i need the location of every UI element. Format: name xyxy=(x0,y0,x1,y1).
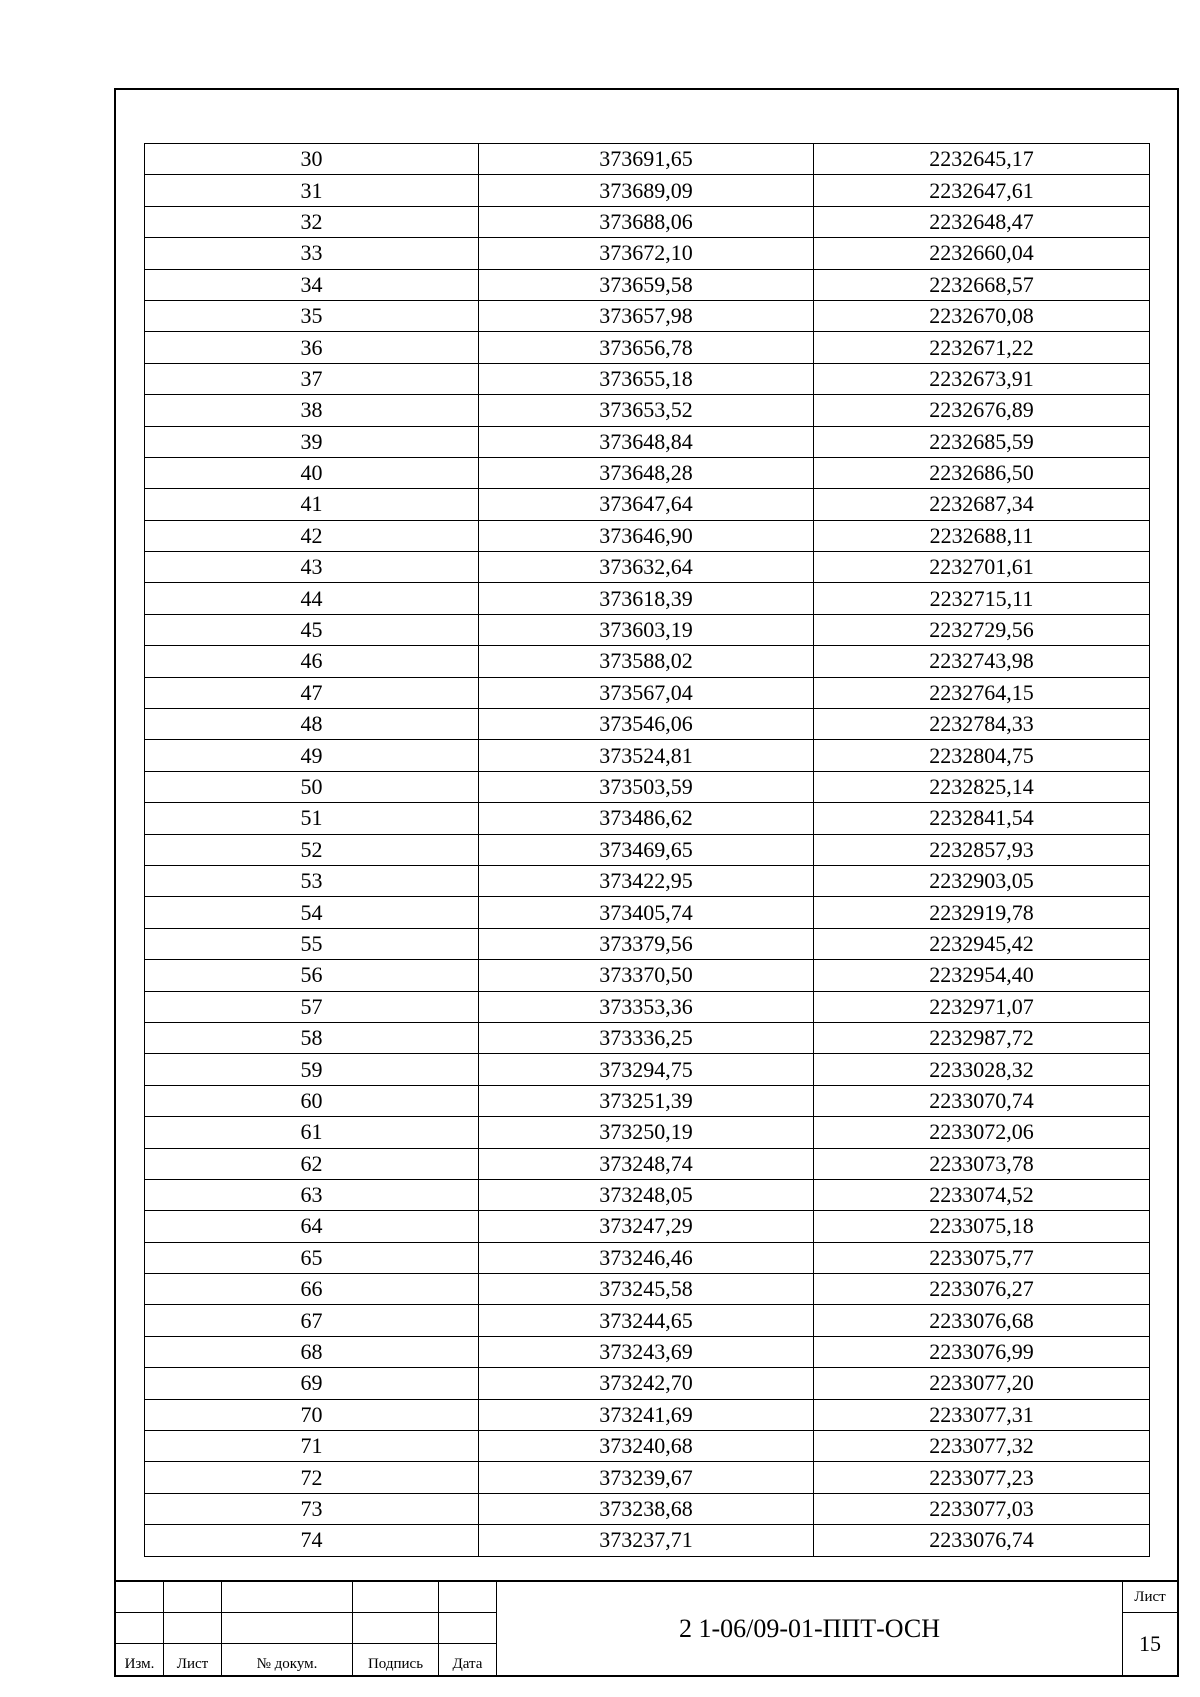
point-number-cell: 64 xyxy=(145,1211,479,1242)
coordinates-table-body xyxy=(145,144,1150,1557)
y-coordinate-cell: 2232804,75 xyxy=(814,740,1150,771)
point-number-cell: 39 xyxy=(145,426,479,457)
y-coordinate-cell: 2233076,74 xyxy=(814,1525,1150,1556)
point-number-cell: 37 xyxy=(145,363,479,394)
table-row xyxy=(145,991,1150,1022)
x-coordinate-cell: 373242,70 xyxy=(479,1368,814,1399)
table-row xyxy=(145,1431,1150,1462)
y-coordinate-cell: 2233076,68 xyxy=(814,1305,1150,1336)
table-row xyxy=(145,614,1150,645)
x-coordinate-cell: 373248,74 xyxy=(479,1148,814,1179)
y-coordinate-cell: 2233074,52 xyxy=(814,1179,1150,1210)
point-number-cell: 65 xyxy=(145,1242,479,1273)
y-coordinate-cell: 2233077,32 xyxy=(814,1431,1150,1462)
stamp-label-change: Изм. xyxy=(116,1644,164,1675)
revision-cell xyxy=(353,1613,439,1644)
point-number-cell: 69 xyxy=(145,1368,479,1399)
y-coordinate-cell: 2233075,77 xyxy=(814,1242,1150,1273)
point-number-cell: 60 xyxy=(145,1085,479,1116)
y-coordinate-cell: 2232670,08 xyxy=(814,300,1150,331)
point-number-cell: 50 xyxy=(145,771,479,802)
table-row xyxy=(145,1117,1150,1148)
table-row xyxy=(145,1399,1150,1430)
point-number-cell: 46 xyxy=(145,646,479,677)
revision-cell xyxy=(116,1582,164,1613)
y-coordinate-cell: 2232676,89 xyxy=(814,395,1150,426)
point-number-cell: 73 xyxy=(145,1493,479,1524)
point-number-cell: 52 xyxy=(145,834,479,865)
stamp-label-signature: Подпись xyxy=(353,1644,439,1675)
y-coordinate-cell: 2232825,14 xyxy=(814,771,1150,802)
table-row xyxy=(145,457,1150,488)
y-coordinate-cell: 2233070,74 xyxy=(814,1085,1150,1116)
table-row xyxy=(145,1054,1150,1085)
point-number-cell: 74 xyxy=(145,1525,479,1556)
table-row xyxy=(145,300,1150,331)
table-row xyxy=(145,1211,1150,1242)
y-coordinate-cell: 2233076,27 xyxy=(814,1274,1150,1305)
y-coordinate-cell: 2232919,78 xyxy=(814,897,1150,928)
point-number-cell: 42 xyxy=(145,520,479,551)
y-coordinate-cell: 2233028,32 xyxy=(814,1054,1150,1085)
point-number-cell: 71 xyxy=(145,1431,479,1462)
revision-cell xyxy=(116,1613,164,1644)
y-coordinate-cell: 2232685,59 xyxy=(814,426,1150,457)
table-row xyxy=(145,677,1150,708)
stamp-label-sheet: Лист xyxy=(164,1644,222,1675)
point-number-cell: 53 xyxy=(145,865,479,896)
table-row xyxy=(145,1022,1150,1053)
table-row xyxy=(145,646,1150,677)
y-coordinate-cell: 2232764,15 xyxy=(814,677,1150,708)
point-number-cell: 48 xyxy=(145,709,479,740)
x-coordinate-cell: 373246,46 xyxy=(479,1242,814,1273)
point-number-cell: 49 xyxy=(145,740,479,771)
point-number-cell: 45 xyxy=(145,614,479,645)
point-number-cell: 66 xyxy=(145,1274,479,1305)
point-number-cell: 41 xyxy=(145,489,479,520)
table-row xyxy=(145,1336,1150,1367)
revision-cell xyxy=(439,1582,497,1613)
x-coordinate-cell: 373659,58 xyxy=(479,269,814,300)
y-coordinate-cell: 2232647,61 xyxy=(814,175,1150,206)
revision-grid xyxy=(116,1582,497,1675)
x-coordinate-cell: 373648,28 xyxy=(479,457,814,488)
table-row xyxy=(145,175,1150,206)
revision-cell xyxy=(222,1613,353,1644)
x-coordinate-cell: 373405,74 xyxy=(479,897,814,928)
table-row xyxy=(145,363,1150,394)
y-coordinate-cell: 2232660,04 xyxy=(814,238,1150,269)
point-number-cell: 40 xyxy=(145,457,479,488)
table-row xyxy=(145,1148,1150,1179)
x-coordinate-cell: 373248,05 xyxy=(479,1179,814,1210)
y-coordinate-cell: 2232668,57 xyxy=(814,269,1150,300)
x-coordinate-cell: 373524,81 xyxy=(479,740,814,771)
table-row xyxy=(145,520,1150,551)
y-coordinate-cell: 2233075,18 xyxy=(814,1211,1150,1242)
table-row xyxy=(145,552,1150,583)
point-number-cell: 47 xyxy=(145,677,479,708)
table-row xyxy=(145,1525,1150,1556)
table-row xyxy=(145,238,1150,269)
y-coordinate-cell: 2232645,17 xyxy=(814,144,1150,175)
table-row xyxy=(145,897,1150,928)
table-row xyxy=(145,1242,1150,1273)
y-coordinate-cell: 2232945,42 xyxy=(814,928,1150,959)
y-coordinate-cell: 2233077,31 xyxy=(814,1399,1150,1430)
point-number-cell: 30 xyxy=(145,144,479,175)
table-row xyxy=(145,1085,1150,1116)
table-row xyxy=(145,1493,1150,1524)
point-number-cell: 43 xyxy=(145,552,479,583)
x-coordinate-cell: 373503,59 xyxy=(479,771,814,802)
point-number-cell: 56 xyxy=(145,960,479,991)
x-coordinate-cell: 373653,52 xyxy=(479,395,814,426)
stamp-label-date: Дата xyxy=(439,1644,497,1675)
x-coordinate-cell: 373244,65 xyxy=(479,1305,814,1336)
table-row xyxy=(145,928,1150,959)
document-code: 2 1-06/09-01-ППТ-ОСН xyxy=(497,1582,1123,1675)
y-coordinate-cell: 2233072,06 xyxy=(814,1117,1150,1148)
y-coordinate-cell: 2232784,33 xyxy=(814,709,1150,740)
x-coordinate-cell: 373655,18 xyxy=(479,363,814,394)
x-coordinate-cell: 373379,56 xyxy=(479,928,814,959)
point-number-cell: 35 xyxy=(145,300,479,331)
coordinates-table xyxy=(144,143,1150,1557)
y-coordinate-cell: 2233077,23 xyxy=(814,1462,1150,1493)
x-coordinate-cell: 373250,19 xyxy=(479,1117,814,1148)
point-number-cell: 51 xyxy=(145,803,479,834)
point-number-cell: 57 xyxy=(145,991,479,1022)
x-coordinate-cell: 373240,68 xyxy=(479,1431,814,1462)
x-coordinate-cell: 373294,75 xyxy=(479,1054,814,1085)
x-coordinate-cell: 373238,68 xyxy=(479,1493,814,1524)
table-row xyxy=(145,269,1150,300)
x-coordinate-cell: 373689,09 xyxy=(479,175,814,206)
point-number-cell: 68 xyxy=(145,1336,479,1367)
y-coordinate-cell: 2232671,22 xyxy=(814,332,1150,363)
table-row xyxy=(145,1368,1150,1399)
table-row xyxy=(145,395,1150,426)
table-row xyxy=(145,332,1150,363)
title-block xyxy=(114,1582,1179,1677)
table-row xyxy=(145,583,1150,614)
point-number-cell: 67 xyxy=(145,1305,479,1336)
sheet-label: Лист xyxy=(1123,1582,1177,1613)
point-number-cell: 63 xyxy=(145,1179,479,1210)
point-number-cell: 55 xyxy=(145,928,479,959)
x-coordinate-cell: 373672,10 xyxy=(479,238,814,269)
table-row xyxy=(145,740,1150,771)
table-row xyxy=(145,489,1150,520)
point-number-cell: 31 xyxy=(145,175,479,206)
stamp-label-doc-number: № докум. xyxy=(222,1644,353,1675)
point-number-cell: 58 xyxy=(145,1022,479,1053)
y-coordinate-cell: 2232954,40 xyxy=(814,960,1150,991)
x-coordinate-cell: 373241,69 xyxy=(479,1399,814,1430)
point-number-cell: 36 xyxy=(145,332,479,363)
x-coordinate-cell: 373237,71 xyxy=(479,1525,814,1556)
table-row xyxy=(145,803,1150,834)
revision-cell xyxy=(353,1582,439,1613)
y-coordinate-cell: 2232743,98 xyxy=(814,646,1150,677)
point-number-cell: 32 xyxy=(145,206,479,237)
point-number-cell: 62 xyxy=(145,1148,479,1179)
y-coordinate-cell: 2232729,56 xyxy=(814,614,1150,645)
x-coordinate-cell: 373486,62 xyxy=(479,803,814,834)
x-coordinate-cell: 373648,84 xyxy=(479,426,814,457)
x-coordinate-cell: 373656,78 xyxy=(479,332,814,363)
y-coordinate-cell: 2233076,99 xyxy=(814,1336,1150,1367)
point-number-cell: 34 xyxy=(145,269,479,300)
table-row xyxy=(145,426,1150,457)
x-coordinate-cell: 373469,65 xyxy=(479,834,814,865)
x-coordinate-cell: 373691,65 xyxy=(479,144,814,175)
table-row xyxy=(145,206,1150,237)
x-coordinate-cell: 373546,06 xyxy=(479,709,814,740)
y-coordinate-cell: 2232857,93 xyxy=(814,834,1150,865)
x-coordinate-cell: 373353,36 xyxy=(479,991,814,1022)
sheet-box xyxy=(1123,1582,1177,1675)
y-coordinate-cell: 2232841,54 xyxy=(814,803,1150,834)
y-coordinate-cell: 2232673,91 xyxy=(814,363,1150,394)
point-number-cell: 59 xyxy=(145,1054,479,1085)
y-coordinate-cell: 2232686,50 xyxy=(814,457,1150,488)
x-coordinate-cell: 373370,50 xyxy=(479,960,814,991)
x-coordinate-cell: 373688,06 xyxy=(479,206,814,237)
table-row xyxy=(145,1179,1150,1210)
sheet-number: 15 xyxy=(1139,1631,1161,1656)
x-coordinate-cell: 373647,64 xyxy=(479,489,814,520)
table-row xyxy=(145,144,1150,175)
point-number-cell: 54 xyxy=(145,897,479,928)
y-coordinate-cell: 2232971,07 xyxy=(814,991,1150,1022)
revision-cell xyxy=(164,1613,222,1644)
point-number-cell: 61 xyxy=(145,1117,479,1148)
table-row xyxy=(145,1305,1150,1336)
x-coordinate-cell: 373588,02 xyxy=(479,646,814,677)
x-coordinate-cell: 373618,39 xyxy=(479,583,814,614)
revision-cell xyxy=(439,1613,497,1644)
x-coordinate-cell: 373336,25 xyxy=(479,1022,814,1053)
table-row xyxy=(145,960,1150,991)
x-coordinate-cell: 373603,19 xyxy=(479,614,814,645)
table-row xyxy=(145,771,1150,802)
table-row xyxy=(145,1274,1150,1305)
x-coordinate-cell: 373657,98 xyxy=(479,300,814,331)
revision-cell xyxy=(164,1582,222,1613)
y-coordinate-cell: 2232701,61 xyxy=(814,552,1150,583)
point-number-cell: 72 xyxy=(145,1462,479,1493)
x-coordinate-cell: 373567,04 xyxy=(479,677,814,708)
point-number-cell: 70 xyxy=(145,1399,479,1430)
y-coordinate-cell: 2232688,11 xyxy=(814,520,1150,551)
table-row xyxy=(145,1462,1150,1493)
x-coordinate-cell: 373247,29 xyxy=(479,1211,814,1242)
y-coordinate-cell: 2232648,47 xyxy=(814,206,1150,237)
y-coordinate-cell: 2232715,11 xyxy=(814,583,1150,614)
x-coordinate-cell: 373632,64 xyxy=(479,552,814,583)
x-coordinate-cell: 373239,67 xyxy=(479,1462,814,1493)
point-number-cell: 33 xyxy=(145,238,479,269)
y-coordinate-cell: 2233073,78 xyxy=(814,1148,1150,1179)
table-row xyxy=(145,865,1150,896)
x-coordinate-cell: 373646,90 xyxy=(479,520,814,551)
y-coordinate-cell: 2232987,72 xyxy=(814,1022,1150,1053)
x-coordinate-cell: 373245,58 xyxy=(479,1274,814,1305)
x-coordinate-cell: 373422,95 xyxy=(479,865,814,896)
point-number-cell: 38 xyxy=(145,395,479,426)
x-coordinate-cell: 373243,69 xyxy=(479,1336,814,1367)
y-coordinate-cell: 2233077,03 xyxy=(814,1493,1150,1524)
x-coordinate-cell: 373251,39 xyxy=(479,1085,814,1116)
y-coordinate-cell: 2232687,34 xyxy=(814,489,1150,520)
revision-cell xyxy=(222,1582,353,1613)
point-number-cell: 44 xyxy=(145,583,479,614)
table-row xyxy=(145,709,1150,740)
y-coordinate-cell: 2232903,05 xyxy=(814,865,1150,896)
table-row xyxy=(145,834,1150,865)
y-coordinate-cell: 2233077,20 xyxy=(814,1368,1150,1399)
